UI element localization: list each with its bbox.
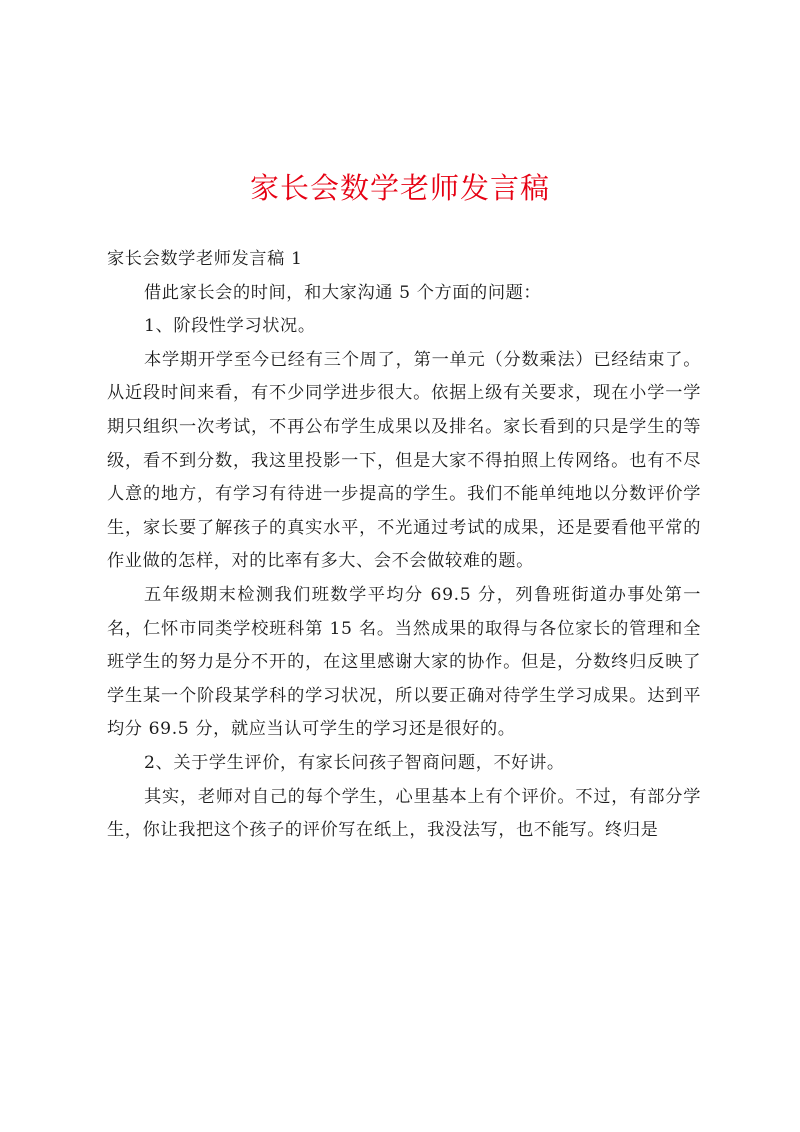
- document-title: 家长会数学老师发言稿: [249, 171, 550, 205]
- paragraph: 借此家长会的时间，和大家沟通 5 个方面的问题：: [144, 282, 542, 303]
- paragraph: 其实，老师对自己的每个学生，心里基本上有个评价。不过，有部分学生，你让我把这个孩子的评价写在纸上，我没法写，也不能写。终归是: [107, 786, 701, 841]
- paragraph: 2、关于学生评价，有家长问孩子智商问题，不好讲。: [144, 752, 565, 773]
- paragraph: 五年级期末检测我们班数学平均分 69.5 分，列鲁班街道办事处第一名，仁怀市同类学校班科第 15 名。当然成果的取得与各位家长的管理和全班学生的努力是分不开的，在这里感谢大家的协作。但是，分数终归反映了学生某一个阶段某学科的学习状况，所以要正确对待学生学习成果。达到平均分 69.5 分，就应当认可学生的学习还是很好的。: [107, 584, 701, 740]
- paragraph: 本学期开学至今已经有三个周了，第一单元（分数乘法）已经结束了。从近段时间来看，有不少同学进步很大。依据上级有关要求，现在小学一学期只组织一次考试，不再公布学生成果以及排名。家长看到的只是学生的等级，看不到分数，我这里投影一下，但是大家不得拍照上传网络。也有不尽人意的地方，有学习有待进一步提高的学生。我们不能单纯地以分数评价学生，家长要了解孩子的真实水平，不光通过考试的成果，还是要看他平常的作业做的怎样，对的比率有多大、会不会做较难的题。: [107, 349, 701, 572]
- paragraph: 1、阶段性学习状况。: [144, 316, 316, 337]
- document-body: [107, 243, 701, 848]
- section-heading: 家长会数学老师发言稿 1: [107, 249, 303, 269]
